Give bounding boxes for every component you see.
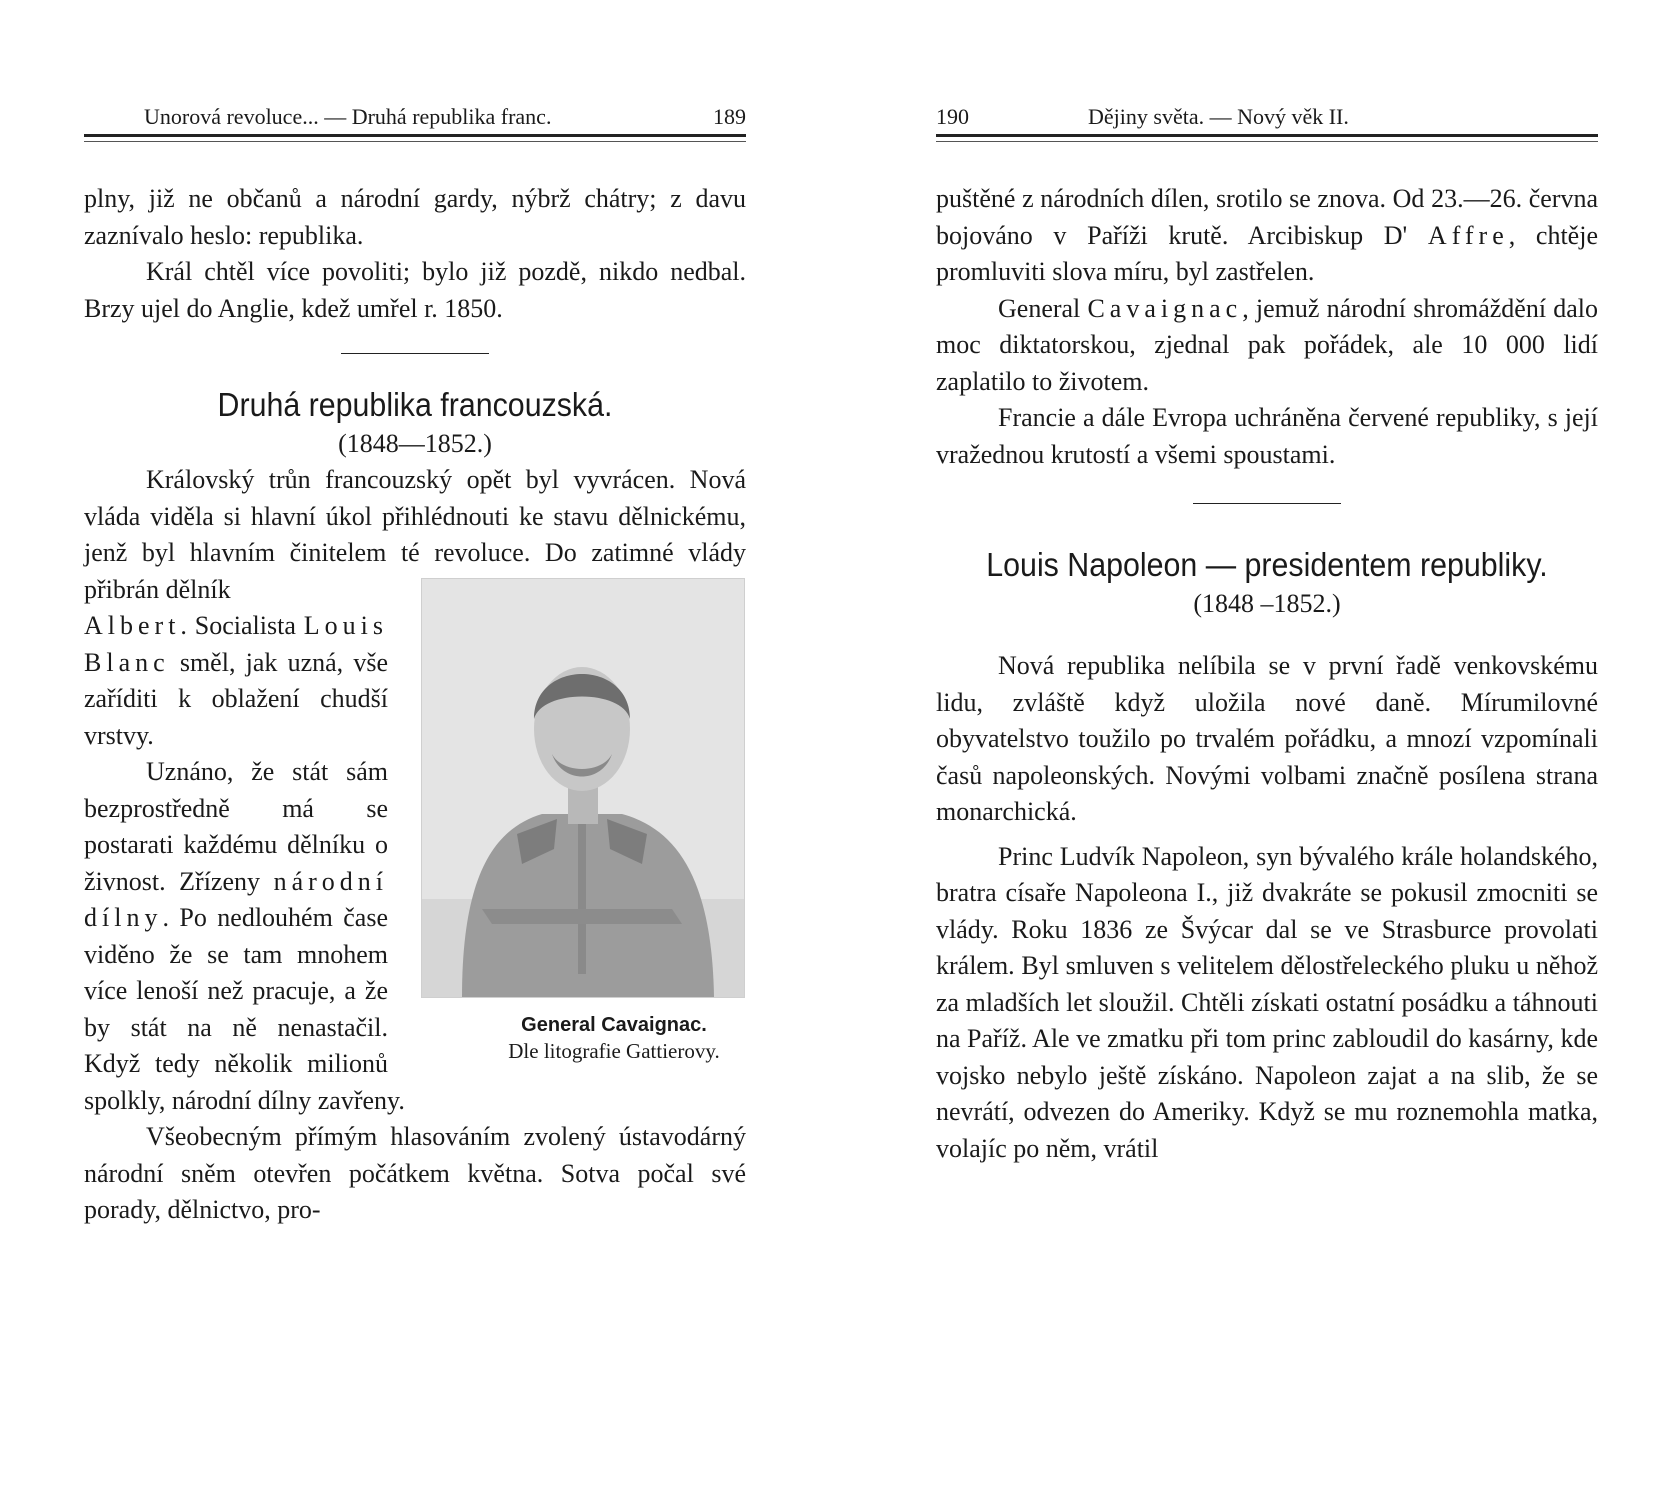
- paragraph-text: . Socialista: [180, 611, 296, 640]
- name-albert: Albert: [84, 611, 181, 640]
- figure-caption-title: General Cavaignac.: [521, 1013, 707, 1036]
- running-head-title: Dějiny světa. — Nový věk II.: [1088, 104, 1349, 129]
- king-paragraph: Král chtěl více povoliti; bylo již pozdě, nikdo nedbal. Brzy ujel do Anglie, kdež umřel r. 1850.: [84, 257, 746, 323]
- paragraph-text: směl, jak uzná, vše zaříditi k oblažení chudší vrstvy.: [84, 647, 389, 750]
- paragraph-text: Uznáno, že stát sám bezprostředně má se postarati každému dělníku o živnost. Zřízeny: [84, 757, 388, 896]
- section-years: (1848 –1852.): [1193, 589, 1341, 618]
- page-number: 189: [713, 104, 746, 129]
- paragraph-text: puštěné z národních dílen, srotilo se znova. Od 23.—26. června bojováno v Paříži krutě. Arcibiskup D': [936, 184, 1598, 250]
- paragraph-national-assembly: Všeobecným přímým hlasováním zvolený ústavodárný národní sněm otevřen počátkem května. Sotva počal své porady, dělnictvo, pro-: [84, 1122, 746, 1224]
- section-divider: [341, 353, 489, 354]
- paragraph-cavaignac: [936, 291, 1598, 401]
- page-number: 190: [936, 104, 969, 129]
- portrait-image: [421, 578, 745, 998]
- left-page-body: [84, 181, 746, 1229]
- left-page: [84, 100, 746, 1229]
- right-page-body: [936, 181, 1598, 1167]
- section-divider: [1193, 503, 1341, 504]
- paragraph-text: . Po nedlouhém čase viděno že se tam mnohem více lenoší než pracuje, a že by stát na ně nenastačil. Když tedy několik milionů spolkly, národní dílny zavřeny.: [84, 903, 405, 1115]
- section-heading: Druhá republika francouzská.: [217, 386, 613, 423]
- paragraph-june-uprising: [936, 181, 1598, 291]
- paragraph-text: General: [998, 293, 1081, 323]
- name-cavaignac: Cavaignac: [1087, 293, 1243, 323]
- portrait-figure: [410, 578, 756, 1064]
- paragraph-rural-discontent: Nová republika nelíbila se v první řadě venkovskému lidu, zvláště když uložila nové daně. Mírumilovné obyvatelstvo toužilo po trvalém pořádku, a mnozí vzpomínali časů napoleonských. Novými volbami značně posílena strana monarchická.: [936, 651, 1598, 826]
- name-affre: Affre: [1427, 220, 1509, 250]
- running-head-left: [84, 100, 746, 137]
- running-head-right: [936, 100, 1598, 137]
- name-louis-blanc: Louis Blanc: [84, 611, 388, 677]
- term-narodni-dilny: národní dílny: [84, 866, 388, 932]
- paragraph-europe: Francie a dále Evropa uchráněna červené republiky, s její vražednou krutostí a všemi spoustami.: [936, 403, 1598, 469]
- portrait-illustration: [422, 579, 744, 997]
- section-years: (1848—1852.): [338, 429, 492, 458]
- paragraph-text: , chtěje promluviti slova míru, byl zastřelen.: [936, 220, 1598, 286]
- paragraph-text: Královský trůn francouzský opět byl vyvrácen. Nová vláda viděla si hlavní úkol přihlédnouti ke stavu dělnickému, jenž byl hlavním činitelem té revoluce. Do zatimné vlády přibrán dělník: [84, 465, 746, 604]
- paragraph-prince-louis: Princ Ludvík Napoleon, syn bývalého krále holandského, bratra císaře Napoleona I., již dvakráte se pokusil zmocniti se vlády. Roku 1836 ze Švýcar dal se ve Strasburce provolati králem. Byl smluven s velitelem dělostřeleckého pluku u něhož za mladších let sloužil. Chtěli získati ostatní posádku a táhnouti na Paříž. Ale ve zmatku při tom princ zabloudil do kasárny, kde vojsko nebylo ještě získáno. Napoleon zajat a na slib, že se nevrátí, odvezen do Ameriky. Když se mu roznemohla matka, volajíc po něm, vrátil: [936, 841, 1598, 1163]
- right-page: [936, 100, 1598, 1167]
- section-heading: Louis Napoleon — presidentem republiky.: [986, 546, 1548, 583]
- paragraph-text: , jemuž národní shromáždění dalo moc diktatorskou, zjednal pak pořádek, ale 10 000 lidí zaplatilo to životem.: [936, 293, 1598, 396]
- figure-caption-source: Dle litografie Gattierovy.: [508, 1038, 720, 1063]
- opening-paragraph: plny, již ne občanů a národní gardy, nýbrž chátry; z davu zaznívalo heslo: republika.: [84, 184, 746, 250]
- running-head-title: Unorová revoluce... — Druhá republika franc.: [144, 104, 552, 129]
